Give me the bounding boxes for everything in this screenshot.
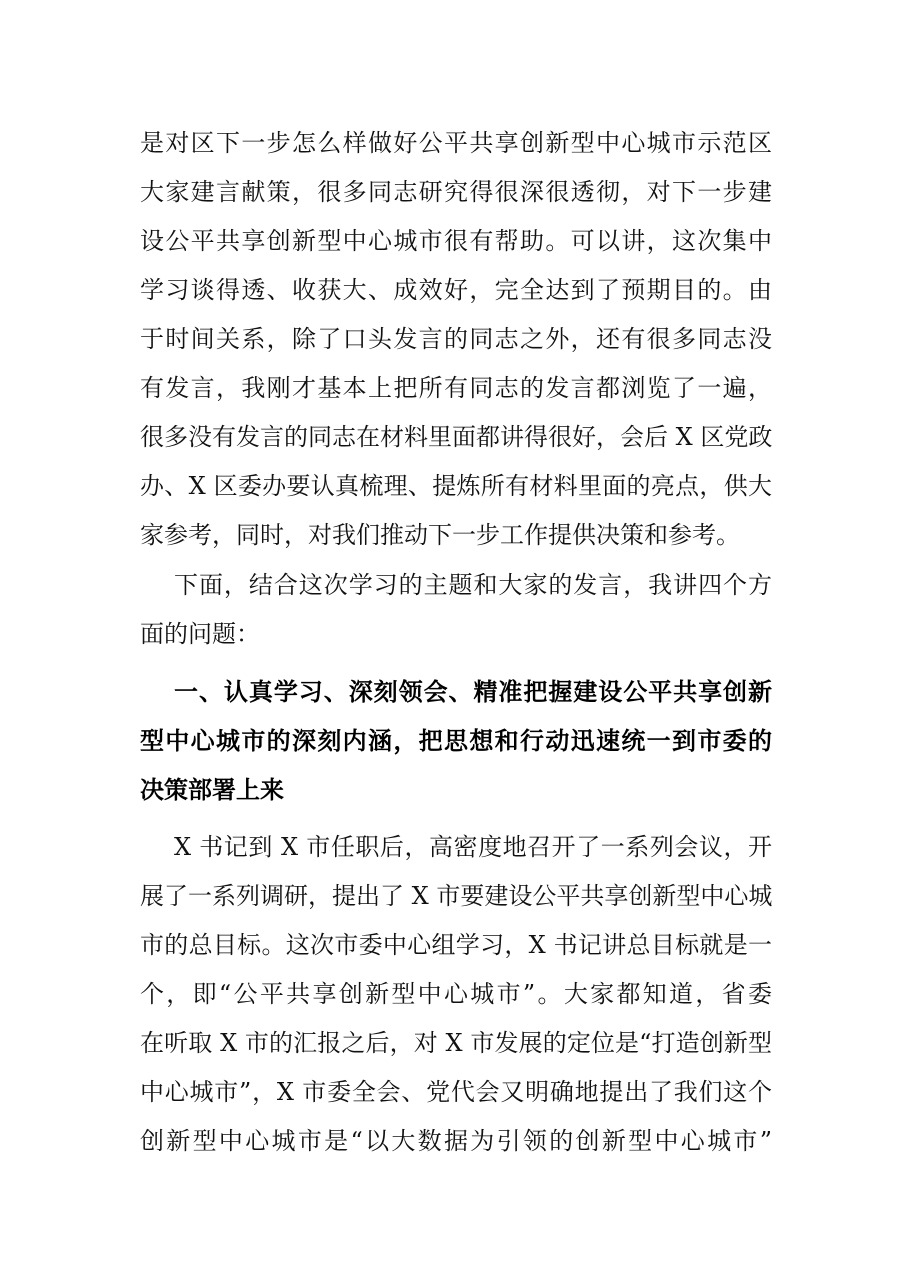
paragraph-4-line-3: 市的总目标。这次市委中心组学习，X 书记讲总目标就是一 (140, 931, 772, 959)
paragraph-1-line-8: 办、X 区委办要认真梳理、提炼所有材料里面的亮点，供大 (140, 472, 772, 500)
section-heading-line-2: 型中心城市的深刻内涵，把思想和行动迅速统一到市委的 (140, 726, 772, 755)
paragraph-4-line-1: X 书记到 X 市任职后，高密度地召开了一系列会议，开 (174, 833, 772, 861)
paragraph-2-line-1: 下面，结合这次学习的主题和大家的发言，我讲四个方 (174, 571, 772, 599)
paragraph-4-line-2: 展了一系列调研，提出了 X 市要建设公平共享创新型中心城 (140, 882, 773, 910)
paragraph-1-line-5: 于时间关系，除了口头发言的同志之外，还有很多同志没 (140, 325, 772, 353)
paragraph-4-line-7: 创新型中心城市是“以大数据为引领的创新型中心城市” (140, 1127, 772, 1155)
paragraph-4-line-4: 个，即“公平共享创新型中心城市”。大家都知道，省委 (140, 980, 772, 1008)
paragraph-1-line-6: 有发言，我刚才基本上把所有同志的发言都浏览了一遍， (140, 374, 772, 402)
paragraph-2-line-2: 面的问题： (140, 620, 260, 648)
paragraph-1-line-3: 设公平共享创新型中心城市很有帮助。可以讲，这次集中 (140, 227, 772, 255)
section-heading-line-3: 决策部署上来 (140, 775, 284, 804)
paragraph-1-line-9: 家参考，同时，对我们推动下一步工作提供决策和参考。 (140, 521, 740, 549)
paragraph-4-line-5: 在听取 X 市的汇报之后，对 X 市发展的定位是“打造创新型 (140, 1029, 772, 1057)
paragraph-1-line-4: 学习谈得透、收获大、成效好，完全达到了预期目的。由 (140, 276, 772, 304)
paragraph-4-line-6: 中心城市”，X 市委全会、党代会又明确地提出了我们这个 (140, 1078, 772, 1106)
paragraph-1-line-2: 大家建言献策，很多同志研究得很深很透彻，对下一步建 (140, 178, 772, 206)
paragraph-1-line-1: 是对区下一步怎么样做好公平共享创新型中心城市示范区 (140, 129, 772, 157)
section-heading-line-1: 一、认真学习、深刻领会、精准把握建设公平共享创新 (174, 677, 772, 706)
paragraph-1-line-7: 很多没有发言的同志在材料里面都讲得很好，会后 X 区党政 (140, 423, 773, 451)
